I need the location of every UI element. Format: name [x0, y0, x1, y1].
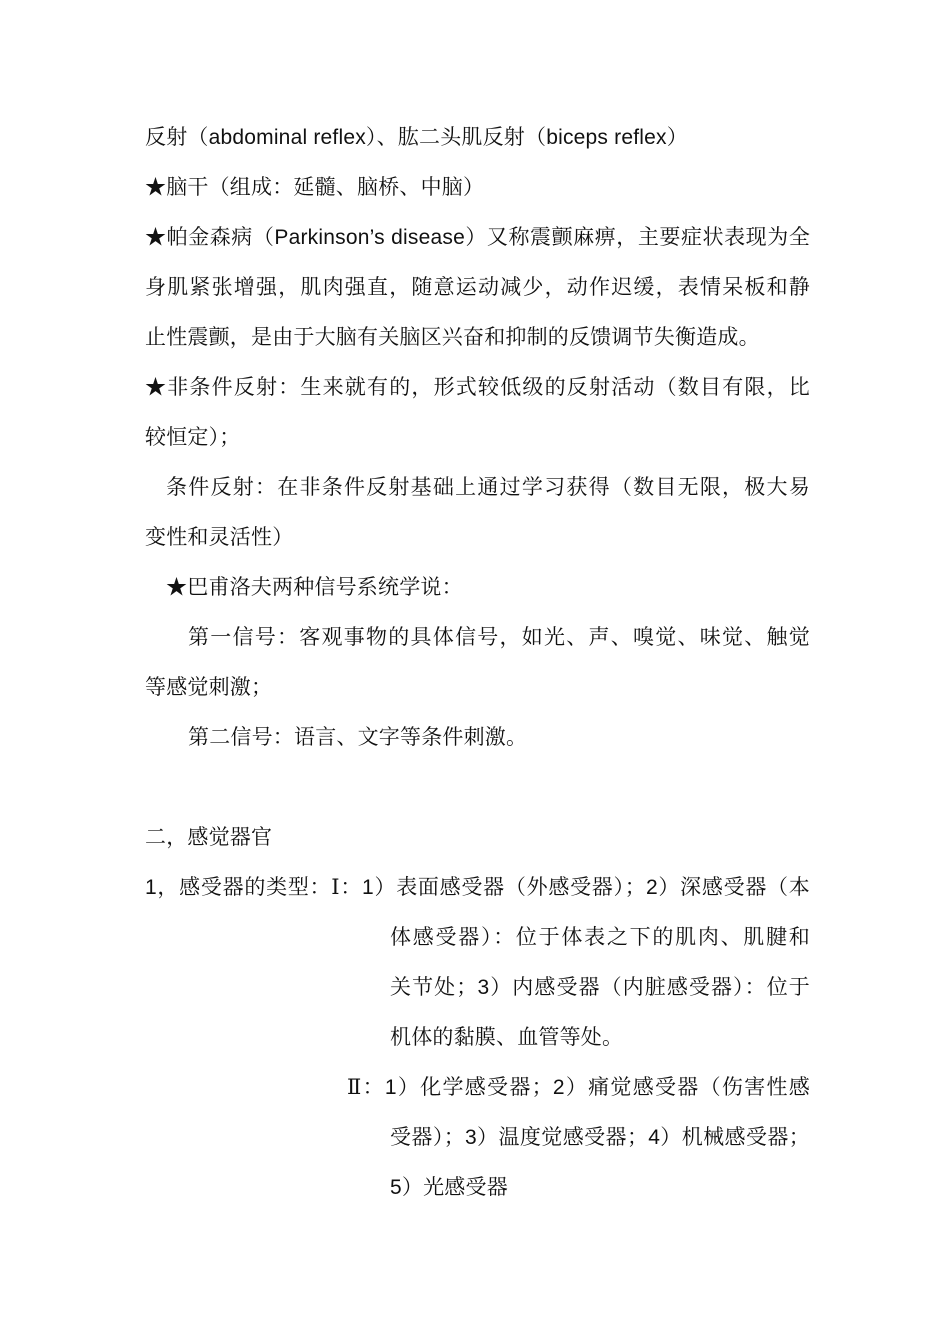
text-segment: ）内感受器（内脏感受器）：位于 [489, 975, 810, 999]
text-line [390, 1122, 810, 1153]
text-line: ★脑干（组成：延髓、脑桥、中脑） [145, 175, 485, 199]
text-segment: Ⅱ： [347, 1075, 385, 1099]
text-segment: ）、肱二头肌反射（ [365, 125, 547, 149]
text-line: 第二信号：语言、文字等条件刺激。 [188, 725, 528, 749]
text-line: 身肌紧张增强，肌肉强直，随意运动减少，动作迟缓，表情呆板和静 [145, 275, 810, 299]
text-number: 2 [552, 1076, 565, 1099]
text-number: 2 [645, 876, 658, 899]
text-number: 1 [362, 876, 374, 899]
text-line: ★非条件反射：生来就有的，形式较低级的反射活动（数目有限，比 [145, 375, 810, 399]
text-number: 1 [384, 1076, 397, 1099]
text-segment: ，感受器的类型：Ⅰ： [156, 875, 363, 899]
text-segment: 关节处； [390, 975, 478, 999]
text-segment: ★帕金森病（ [145, 225, 275, 249]
english-term: abdominal reflex [208, 126, 366, 149]
text-segment: ）化学感受器； [396, 1075, 553, 1099]
text-line [145, 122, 810, 153]
english-term: biceps reflex [546, 126, 667, 149]
text-segment: 反射（ [145, 125, 209, 149]
text-line [145, 872, 810, 903]
text-line [390, 1172, 810, 1203]
english-term: Parkinson’s disease [274, 226, 465, 249]
text-number: 5 [390, 1176, 402, 1199]
text-segment: ）机械感受器； [660, 1125, 810, 1149]
text-line [390, 972, 810, 1003]
text-line [145, 222, 810, 253]
text-line: 变性和灵活性） [145, 525, 294, 549]
text-number: 4 [648, 1126, 661, 1149]
text-segment: ）又称震颤麻痹，主要症状表现为全 [464, 225, 811, 249]
text-line: 机体的黏膜、血管等处。 [390, 1025, 624, 1049]
text-number: 3 [477, 976, 490, 999]
text-line: 体感受器）：位于体表之下的肌肉、肌腱和 [390, 925, 810, 949]
section-heading: 二，感觉器官 [145, 825, 273, 849]
text-line: ★巴甫洛夫两种信号系统学说： [166, 575, 463, 599]
text-number: 1 [145, 876, 157, 899]
text-number: 3 [464, 1126, 477, 1149]
text-segment: ）深感受器（本 [657, 875, 810, 899]
text-segment: ）光感受器 [401, 1175, 508, 1199]
text-segment: ） [666, 125, 688, 149]
text-line: 较恒定）； [145, 425, 241, 449]
text-line: 止性震颤，是由于大脑有关脑区兴奋和抑制的反馈调节失衡造成。 [145, 325, 760, 349]
text-line [347, 1072, 810, 1103]
text-line: 第一信号：客观事物的具体信号，如光、声、嗅觉、味觉、触觉 [188, 625, 810, 649]
text-segment: ）温度觉感受器； [476, 1125, 649, 1149]
text-segment: 受器）； [390, 1125, 465, 1149]
text-line: 条件反射：在非条件反射基础上通过学习获得（数目无限，极大易 [166, 475, 810, 499]
text-segment: ）痛觉感受器（伤害性感 [564, 1075, 810, 1099]
text-line: 等感觉刺激； [145, 675, 273, 699]
text-segment: ）表面感受器（外感受器）； [373, 875, 646, 899]
